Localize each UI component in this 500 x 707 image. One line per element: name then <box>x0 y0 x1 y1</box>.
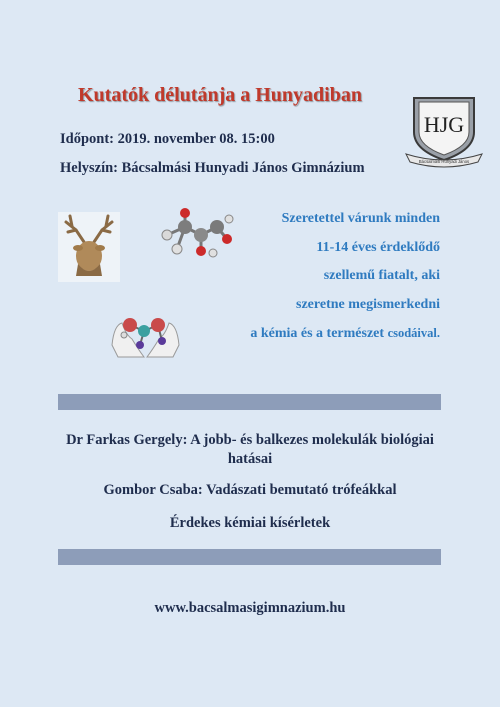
divider-bar-top <box>58 394 441 410</box>
invitation-line: Szeretettel várunk minden <box>281 211 440 226</box>
program-item-hunting: Gombor Csaba: Vadászati bemutató trófeákkal <box>103 482 397 498</box>
event-place: Helyszín: Bácsalmási Hunyadi János Gimnázium <box>60 160 365 176</box>
program-item-lecture: Dr Farkas Gergely: A jobb- és balkezes molekulák biológiai hatásai <box>66 432 434 467</box>
molecule-hands-icon <box>108 305 183 360</box>
deer-trophy-icon <box>58 212 120 282</box>
invitation-line: 11-14 éves érdeklődő <box>316 239 440 255</box>
website-link[interactable]: www.bacsalmasigimnazium.hu <box>154 600 346 616</box>
program-item-experiments: Érdekes kémiai kísérletek <box>169 515 331 531</box>
invitation-line: szeretne megismerkedni <box>296 296 440 312</box>
school-logo <box>404 92 484 168</box>
invitation-main: a kémia és a természet <box>250 326 388 341</box>
event-time: Időpont: 2019. november 08. 15:00 <box>60 131 275 147</box>
invitation-small: csodáival. <box>387 326 440 340</box>
logo-ribbon-text: Bácsalmási Hunyadi János <box>418 159 470 164</box>
logo-letters: HJG <box>423 112 465 137</box>
invitation-line: szellemű fiatalt, aki <box>323 268 440 283</box>
divider-bar-bottom <box>58 549 441 565</box>
poster-title: Kutatók délutánja a Hunyadiban <box>78 84 362 106</box>
invitation-line-last <box>180 319 440 349</box>
invitation-text <box>180 205 440 349</box>
